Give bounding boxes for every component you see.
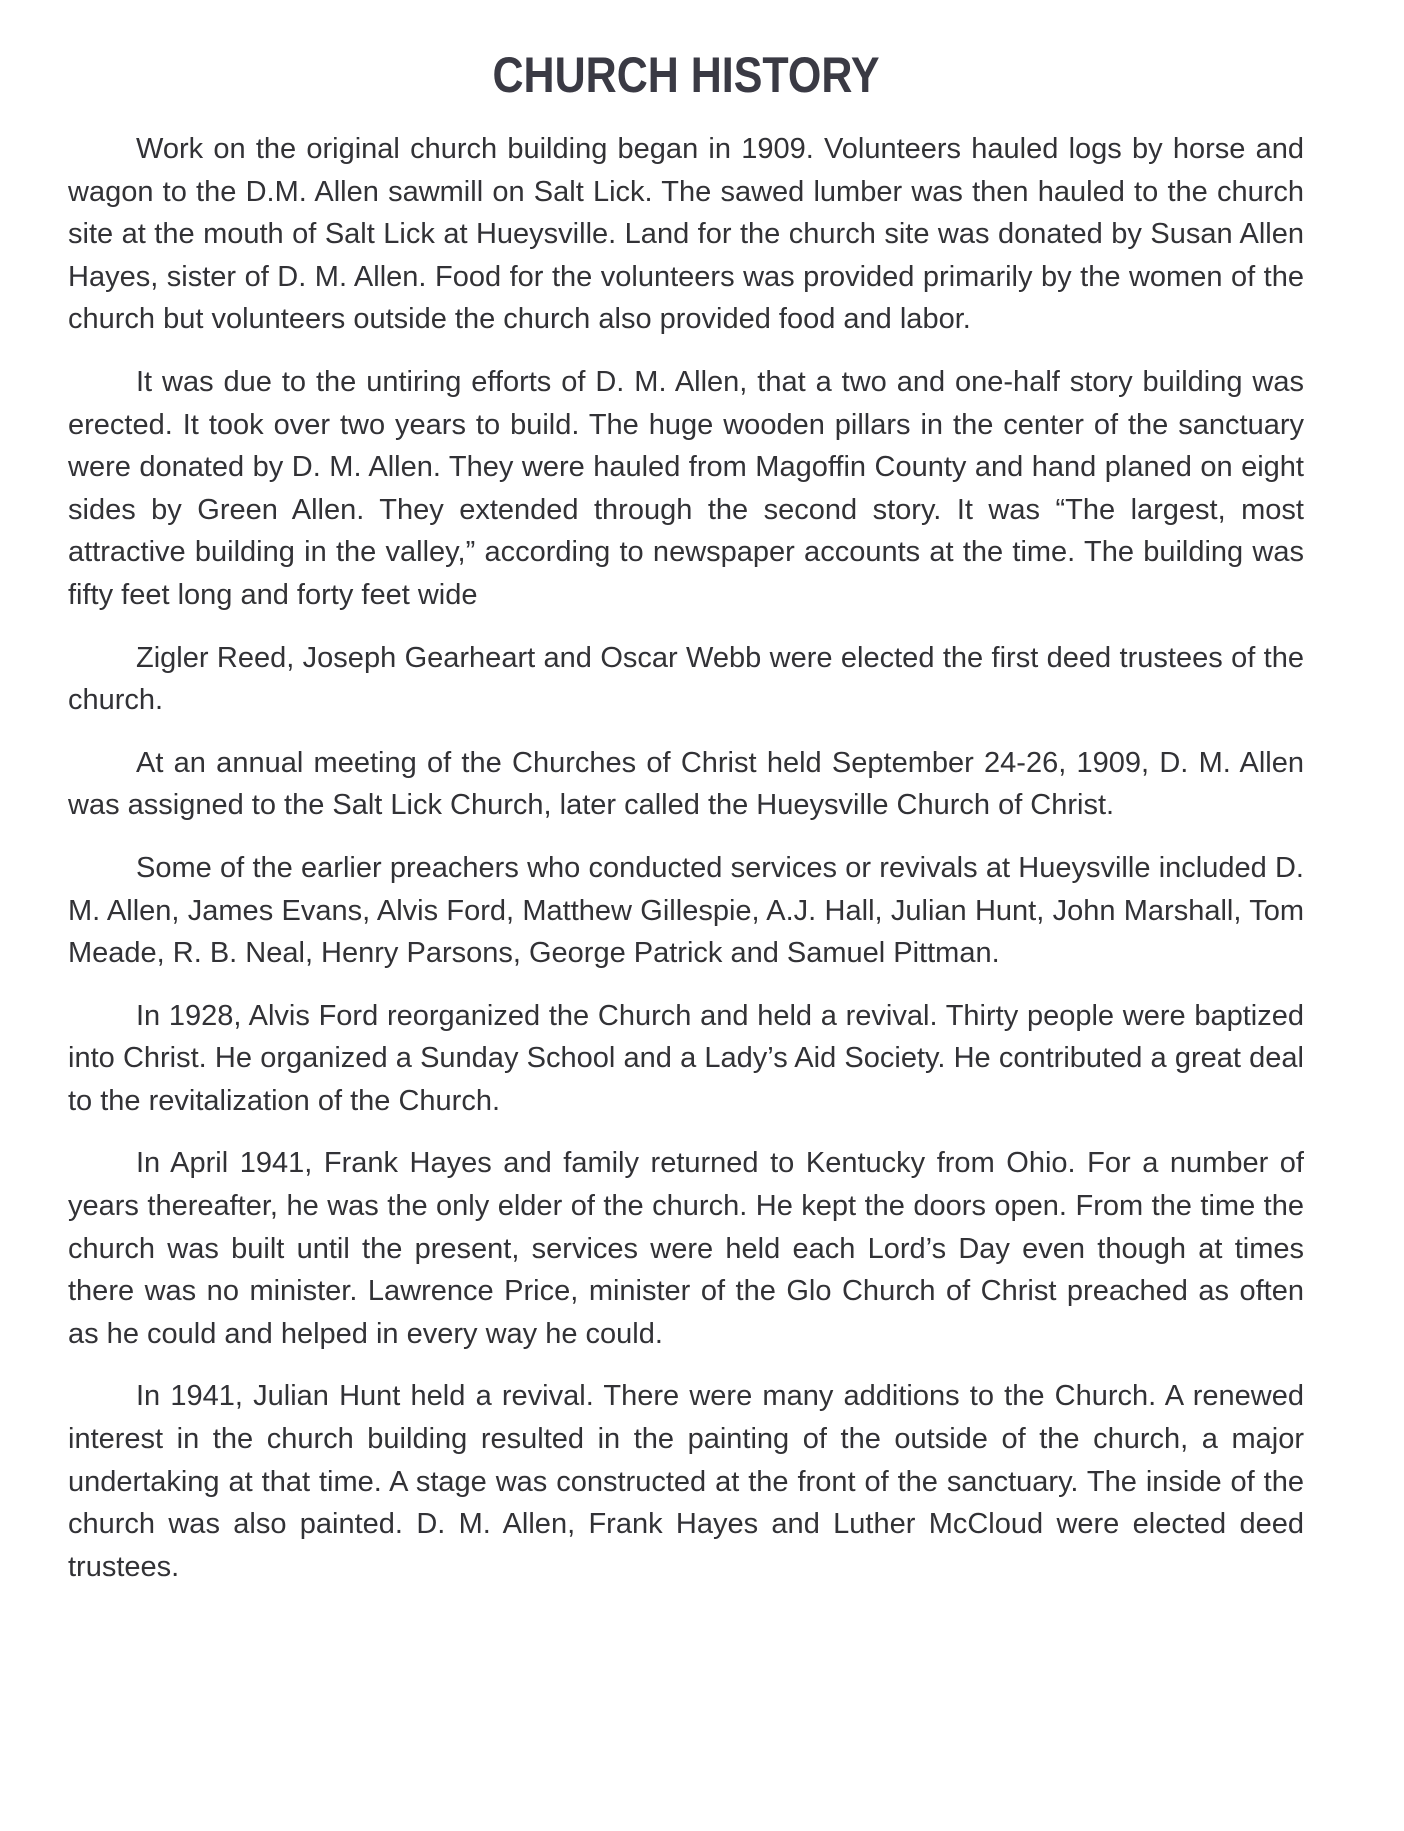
paragraph-1928-revival: In 1928, Alvis Ford reorganized the Church and held a revival. Thirty people were baptized into Christ. He organized a Sunday School and a Lady’s Aid Society. He contributed a great deal to the revitalization of the Church. xyxy=(68,999,1304,1117)
paragraph-earlier-preachers: Some of the earlier preachers who conducted services or revivals at Hueysville included D. M. Allen, James Evans, Alvis Ford, Matthew Gillespie, A.J. Hall, Julian Hunt, John Marshall, Tom Meade, R. B. Neal, Henry Parsons, George Patrick and Samuel Pittman. xyxy=(68,851,1304,970)
paragraph-1941-revival: In 1941, Julian Hunt held a revival. There were many additions to the Church. A renewed interest in the church building resulted in the painting of the outside of the church, a major undertaking at that time. A stage was constructed at the front of the sanctuary. The inside of the church was also painted. D. M. Allen, Frank Hayes and Luther McCloud were elected deed trustees. xyxy=(68,1380,1304,1583)
paragraph-original-building: Work on the original church building began in 1909. Volunteers hauled logs by horse and wagon to the D.M. Allen sawmill on Salt Lick. The sawed lumber was then hauled to the church site at the mouth of Salt Lick at Hueysville. Land for the church site was donated by Susan Allen Hayes, sister of D. M. Allen. Food for the volunteers was provided primarily by the women of the church but volunteers outside the church also provided food and labor. xyxy=(68,133,1304,336)
paragraph-april-1941: In April 1941, Frank Hayes and family returned to Kentucky from Ohio. For a number of years thereafter, he was the only elder of the church. He kept the doors open. From the time the church was built until the present, services were held each Lord’s Day even though at times there was no minister. Lawrence Price, minister of the Glo Church of Christ preached as often as he could and helped in every way he could. xyxy=(68,1147,1304,1350)
document-page xyxy=(68,44,1304,1608)
paragraph-first-trustees: Zigler Reed, Joseph Gearheart and Oscar Webb were elected the first deed trustees of the church. xyxy=(68,641,1304,717)
page-title: CHURCH HISTORY xyxy=(492,47,880,103)
paragraph-annual-meeting: At an annual meeting of the Churches of Christ held September 24-26, 1909, D. M. Allen was assigned to the Salt Lick Church, later called the Hueysville Church of Christ. xyxy=(68,746,1304,822)
paragraph-building-erected: It was due to the untiring efforts of D. M. Allen, that a two and one-half story building was erected. It took over two years to build. The huge wooden pillars in the center of the sanctuary were donated by D. M. Allen. They were hauled from Magoffin County and hand planed on eight sides by Green Allen. They extended through the second story. It was “The largest, most attractive building in the valley,” according to newspaper accounts at the time. The building was fifty feet long and forty feet wide xyxy=(68,365,1304,611)
